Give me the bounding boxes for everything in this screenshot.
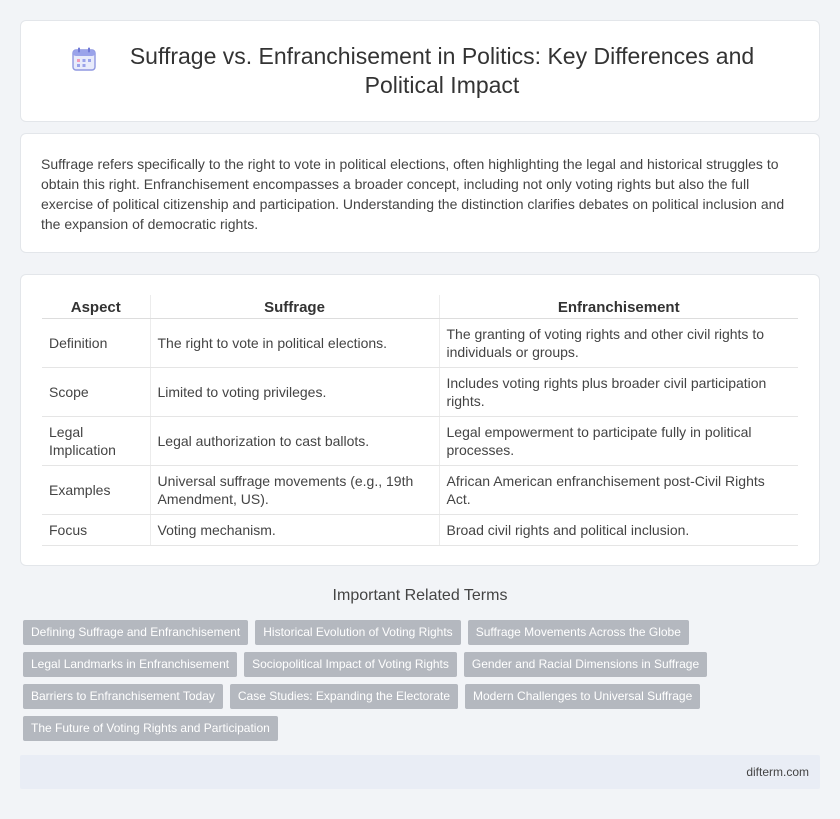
related-tag[interactable]: Modern Challenges to Universal Suffrage xyxy=(465,684,700,709)
related-terms-title: Important Related Terms xyxy=(332,587,508,604)
related-terms-tags xyxy=(23,620,823,748)
title-wrap xyxy=(71,42,769,100)
footer-site-link[interactable]: difterm.com xyxy=(746,765,809,779)
header-suffrage: Suffrage xyxy=(150,295,439,319)
intro-card xyxy=(20,133,820,253)
header-enfranchisement: Enfranchisement xyxy=(439,295,798,319)
cell-enfranchisement: Includes voting rights plus broader civil participation rights. xyxy=(439,368,798,417)
related-tag[interactable]: Sociopolitical Impact of Voting Rights xyxy=(244,652,457,677)
comparison-table xyxy=(42,295,798,546)
table-row xyxy=(42,319,798,368)
cell-aspect: Legal Implication xyxy=(42,417,150,466)
cell-enfranchisement: Broad civil rights and political inclusion. xyxy=(439,515,798,546)
related-tag[interactable]: Gender and Racial Dimensions in Suffrage xyxy=(464,652,707,677)
page-title: Suffrage vs. Enfranchisement in Politics: Key Differences and Political Impact xyxy=(129,43,755,98)
related-tag[interactable]: Defining Suffrage and Enfranchisement xyxy=(23,620,248,645)
title-card xyxy=(20,20,820,122)
table-header-row xyxy=(42,295,798,319)
related-tag[interactable]: Suffrage Movements Across the Globe xyxy=(468,620,689,645)
footer xyxy=(20,755,820,789)
related-tag[interactable]: Historical Evolution of Voting Rights xyxy=(255,620,460,645)
cell-enfranchisement: African American enfranchisement post-Civil Rights Act. xyxy=(439,466,798,515)
related-tag[interactable]: Legal Landmarks in Enfranchisement xyxy=(23,652,237,677)
intro-text: Suffrage refers specifically to the right to vote in political elections, often highlighting the legal and historical struggles to obtain this right. Enfranchisement encompasses a broader concept, including not only voting rights but also the full exercise of political citizenship and participation. Understanding the distinction clarifies debates on political inclusion and the expansion of democratic rights. xyxy=(41,156,785,232)
related-tag[interactable]: Case Studies: Expanding the Electorate xyxy=(230,684,458,709)
cell-enfranchisement: The granting of voting rights and other civil rights to individuals or groups. xyxy=(439,319,798,368)
table-row xyxy=(42,417,798,466)
comparison-table-card xyxy=(20,274,820,566)
cell-enfranchisement: Legal empowerment to participate fully in political processes. xyxy=(439,417,798,466)
cell-suffrage: Voting mechanism. xyxy=(150,515,439,546)
cell-aspect: Examples xyxy=(42,466,150,515)
related-tag[interactable]: Barriers to Enfranchisement Today xyxy=(23,684,223,709)
header-aspect: Aspect xyxy=(42,295,150,319)
cell-suffrage: The right to vote in political elections. xyxy=(150,319,439,368)
cell-suffrage: Limited to voting privileges. xyxy=(150,368,439,417)
cell-suffrage: Universal suffrage movements (e.g., 19th Amendment, US). xyxy=(150,466,439,515)
cell-suffrage: Legal authorization to cast ballots. xyxy=(150,417,439,466)
table-row xyxy=(42,368,798,417)
calendar-icon xyxy=(71,46,97,72)
related-tag[interactable]: The Future of Voting Rights and Participation xyxy=(23,716,278,741)
cell-aspect: Focus xyxy=(42,515,150,546)
cell-aspect: Definition xyxy=(42,319,150,368)
table-row xyxy=(42,466,798,515)
table-row xyxy=(42,515,798,546)
cell-aspect: Scope xyxy=(42,368,150,417)
